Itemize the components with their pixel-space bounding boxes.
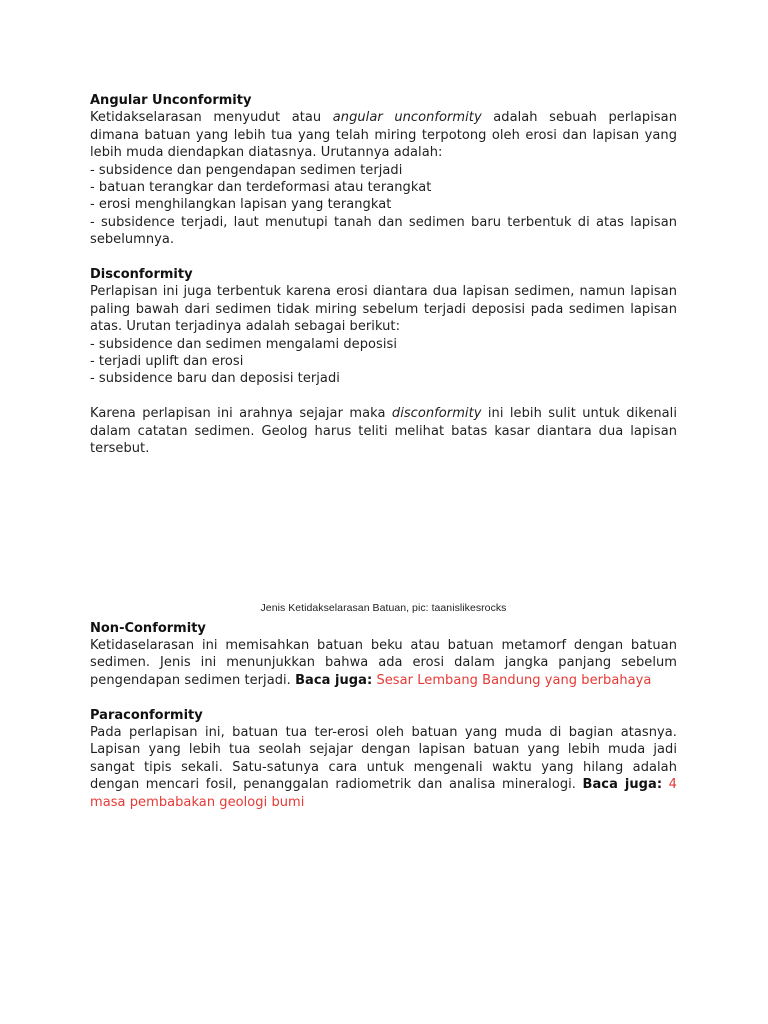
related-article-link[interactable]: Sesar Lembang Bandung yang berbahaya <box>376 672 652 688</box>
list-item: - erosi menghilangkan lapisan yang terangkat <box>90 197 392 213</box>
section-disconformity <box>90 266 677 457</box>
section-non-conformity <box>90 620 677 690</box>
italic-term: angular unconformity <box>332 110 482 126</box>
text-run: Ketidakselarasan menyudut atau <box>90 110 333 126</box>
text-run: ini lebih sulit untuk dikenali dalam catatan sedimen. Geolog harus teliti melihat batas kasar diantara dua lapisan tersebut. <box>90 406 678 457</box>
baca-juga-label: Baca juga: <box>295 672 373 688</box>
paragraph <box>90 637 677 689</box>
section-heading: Non-Conformity <box>90 620 206 636</box>
document-page <box>90 92 677 811</box>
list-item: - subsidence dan pengendapan sedimen terjadi <box>90 162 403 178</box>
text-run: adalah sebuah perlapisan dimana batuan yang lebih tua yang telah miring terpotong oleh erosi dan lapisan yang lebih muda diendapkan diatasnya. Urutannya adalah: <box>90 110 677 161</box>
text-run: Pada perlapisan ini, batuan tua ter-erosi oleh batuan yang muda di bagian atasnya. Lapisan yang lebih tua seolah sejajar dengan lapisan batuan yang lebih muda jadi sangat tipis sekali. Satu-satunya cara untuk mengenali waktu yang hilang adalah dengan mencari fosil, penanggalan radiometrik dan analisa mineralogi. <box>90 724 677 793</box>
section-angular-unconformity <box>90 92 677 249</box>
italic-term: disconformity <box>391 406 482 422</box>
text-run: Ketidaselarasan ini memisahkan batuan beku atau batuan metamorf dengan batuan sedimen. Jenis ini menunjukkan bahwa ada erosi dalam jangka panjang sebelum pengendapan sedimen terjadi. <box>90 637 677 688</box>
paragraph <box>90 405 677 457</box>
text-run: Karena perlapisan ini arahnya sejajar maka <box>90 406 392 422</box>
list-item: - subsidence baru dan deposisi terjadi <box>90 371 340 387</box>
paragraph <box>90 109 677 161</box>
section-heading: Paraconformity <box>90 707 203 723</box>
section-heading: Angular Unconformity <box>90 93 252 108</box>
paragraph <box>90 724 677 811</box>
section-heading: Disconformity <box>90 267 193 283</box>
image-caption: Jenis Ketidakselarasan Batuan, pic: taanislikesrocks <box>260 601 507 614</box>
list-item: - batuan terangkar dan terdeformasi atau terangkat <box>90 180 432 196</box>
image-area <box>90 458 677 601</box>
related-article-link[interactable]: 4 masa pembabakan geologi bumi <box>90 777 677 810</box>
list-item: - subsidence dan sedimen mengalami deposisi <box>90 336 397 352</box>
section-paraconformity <box>90 707 677 811</box>
list-item: - subsidence terjadi, laut menutupi tanah dan sedimen baru terbentuk di atas lapisan sebelumnya. <box>90 214 677 248</box>
baca-juga-label: Baca juga: <box>582 777 663 793</box>
paragraph: Perlapisan ini juga terbentuk karena erosi diantara dua lapisan sedimen, namun lapisan paling bawah dari sedimen tidak miring sebelum terjadi deposisi pada sedimen lapisan atas. Urutan terjadinya adalah sebagai berikut: <box>90 284 677 335</box>
list-item: - terjadi uplift dan erosi <box>90 354 244 370</box>
